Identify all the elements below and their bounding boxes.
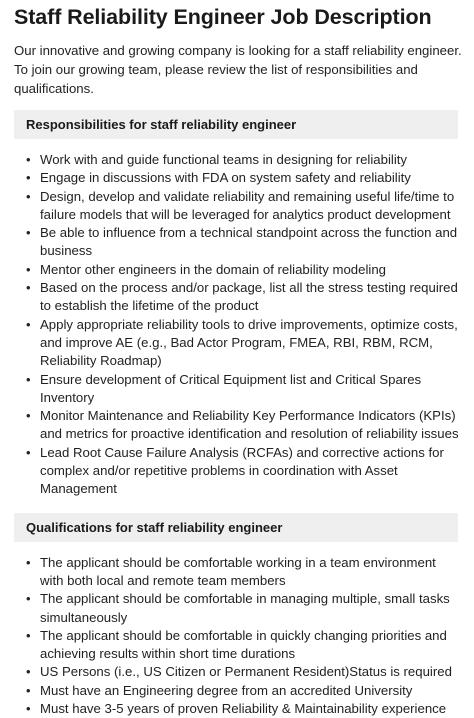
list-item <box>14 316 460 371</box>
intro-paragraph: Our innovative and growing company is looking for a staff reliability engineer. To join our growing team, please review the list of responsibilities and qualifications. <box>14 43 462 96</box>
list-item-text: Lead Root Cause Failure Analysis (RCFAs) and corrective actions for complex and/or repetitive problems in coordination with Asset Management <box>40 444 444 497</box>
bullet-icon: • <box>26 554 31 570</box>
list-item <box>14 224 460 261</box>
list-item-text: The applicant should be comfortable working in a team environment with both local and remote team members <box>40 554 436 588</box>
list-item-text: Engage in discussions with FDA on system safety and reliability <box>40 170 411 186</box>
responsibilities-heading: Responsibilities for staff reliability engineer <box>14 110 458 139</box>
list-item <box>14 444 460 499</box>
list-item-text: Be able to influence from a technical standpoint across the function and business <box>40 225 458 259</box>
list-item <box>14 700 460 718</box>
list-item <box>14 151 460 169</box>
qualifications-heading: Qualifications for staff reliability engineer <box>14 513 458 542</box>
list-item-text: Ensure development of Critical Equipment list and Critical Spares Inventory <box>40 371 422 405</box>
bullet-icon: • <box>26 152 31 167</box>
list-item <box>14 554 460 591</box>
list-item <box>14 663 460 681</box>
bullet-icon: • <box>26 261 31 277</box>
list-item-text: Must have an Engineering degree from an accredited University <box>40 682 413 698</box>
list-item-text: Based on the process and/or package, list all the stress testing required to establish the lifetime of the product <box>40 280 458 314</box>
list-item-text: Mentor other engineers in the domain of reliability modeling <box>40 261 386 277</box>
bullet-icon: • <box>26 188 31 204</box>
bullet-icon: • <box>26 682 31 698</box>
list-item-text: Design, develop and validate reliability and remaining useful life/time to failure models that will be leveraged for analytics product development <box>40 188 455 222</box>
list-item-text: Work with and guide functional teams in designing for reliability <box>40 152 408 167</box>
bullet-icon: • <box>26 591 31 607</box>
bullet-icon: • <box>26 627 31 643</box>
bullet-icon: • <box>26 371 31 387</box>
list-item <box>14 279 460 316</box>
list-item-text: The applicant should be comfortable in quickly changing priorities and achieving results within short time durations <box>40 627 447 662</box>
list-item <box>14 261 460 279</box>
bullet-icon: • <box>26 280 31 296</box>
bullet-icon: • <box>26 408 31 424</box>
list-item-text: US Persons (i.e., US Citizen or Permanent Resident)Status is required <box>40 664 452 680</box>
bullet-icon: • <box>26 664 31 680</box>
list-item <box>14 407 460 444</box>
list-item-text: Monitor Maintenance and Reliability Key Performance Indicators (KPIs) and metrics for proactive identification and resolution of reliability issues <box>40 408 459 442</box>
bullet-icon: • <box>26 444 31 460</box>
responsibilities-list <box>14 151 460 499</box>
page-title: Staff Reliability Engineer Job Description <box>14 5 432 29</box>
list-item <box>14 188 460 225</box>
list-item <box>14 627 460 664</box>
list-item-text: Apply appropriate reliability tools to drive improvements, optimize costs, and improve AE (e.g., Bad Actor Program, FMEA, RBI, RBM, RCM, Reliability Roadmap) <box>40 316 458 369</box>
list-item-text: The applicant should be comfortable in managing multiple, small tasks simultaneously <box>40 591 450 625</box>
list-item <box>14 371 460 408</box>
bullet-icon: • <box>26 170 31 186</box>
qualifications-list <box>14 554 460 718</box>
list-item <box>14 169 460 187</box>
list-item-text: Must have 3-5 years of proven Reliability & Maintainability experience <box>40 701 447 717</box>
list-item <box>14 590 460 627</box>
bullet-icon: • <box>26 701 31 717</box>
bullet-icon: • <box>26 316 31 332</box>
list-item <box>14 682 460 700</box>
bullet-icon: • <box>26 225 31 241</box>
